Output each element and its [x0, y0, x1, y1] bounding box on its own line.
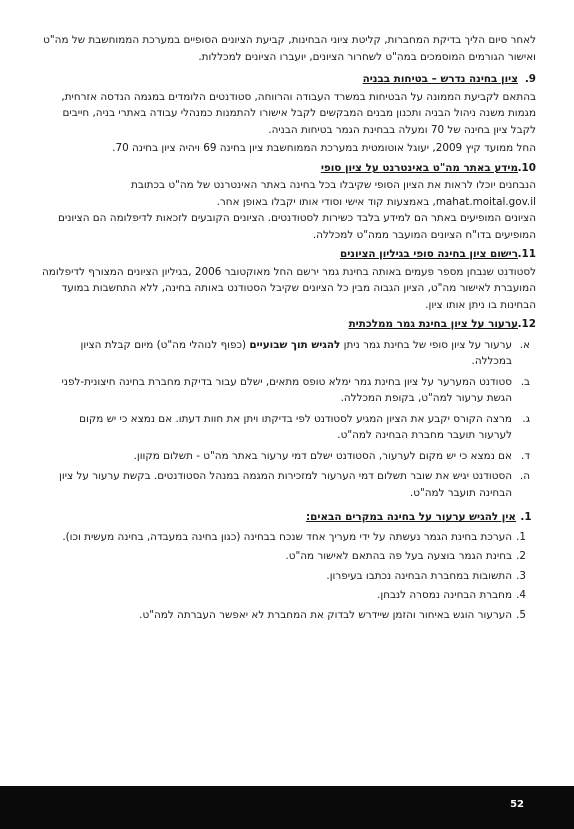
subsection-title: אין להגיש ערעור על בחינה במקרים הבאים:: [306, 511, 516, 523]
list-item: [36, 548, 536, 565]
section-12-heading: [36, 316, 536, 333]
section-title: ציון בחינה נדרש – בטיחות בבניה: [362, 73, 518, 85]
subsection-heading: [36, 509, 536, 526]
list-item: [36, 468, 536, 501]
section-9-paragraph-1: בהתאם לקביעת הממונה על הבטיחות במשרד העבודה והרווחה, סטודנטים הלומדים במגמה הנדסה אזרחית, מגמות משנה ניהול הבניה ותכנון מבנים המבקשים לקבל אישורו להתמנות כמנהלי עבודה באתרי בניה, חייבים לקבל ציון בחינה של 70 ומעלה בבחינת הגמר בטיחות הבניה.: [61, 90, 536, 136]
item-label: 2.: [516, 550, 526, 562]
page-number: 52: [510, 799, 524, 810]
section-12: [36, 316, 536, 623]
section-11-heading: [36, 246, 536, 263]
item-text: [36, 337, 512, 370]
section-number: 12.: [517, 318, 536, 330]
item-label: ג.: [522, 412, 530, 425]
list-item: [36, 529, 536, 546]
item-text: אם נמצא כי יש מקום לערעור, הסטודנט ישלם דמי ערעור באתר מה"ט - תשלום מקוון.: [133, 449, 512, 462]
list-item: [36, 448, 536, 465]
item-label: א.: [519, 338, 530, 351]
section-title: ערעור על ציון בחינת גמר ממלכתית: [348, 318, 518, 330]
section-title: מידע באתר מה"ט באינטרנט על ציון סופי: [320, 161, 518, 174]
item-text: הערכת בחינת הגמר נעשתה על ידי מעריך אחד שנכח בבחינה (כגון בחינה במעבדה, בחינה מעשית וכו).: [62, 530, 512, 543]
item-label: 4.: [516, 589, 526, 601]
section-number: 11.: [517, 248, 536, 260]
section-title: רישום ציון בחינה סופי בגיליון הציונים: [339, 248, 518, 260]
item-label: ד.: [521, 449, 530, 462]
item-text: סטודנט המערער על ציון בחינת גמר ימלא טופס מתאים, ישלם עבור בדיקת מחברת בחינה חיצונית-לפני הגשת ערעור למה"ט, בקופת המכללה.: [61, 375, 512, 404]
document-page: [36, 32, 536, 623]
item-text: התשובות במחברת הבחינה נכתבו בעיפרון.: [326, 569, 512, 582]
subsection-number: 1.: [520, 511, 532, 523]
section-9-heading: [36, 71, 536, 88]
section-10: [36, 160, 536, 244]
item-text: מרצה הקורס יקבע את הציון המגיע לסטודנט לפי בדיקתו ויתן את חוות דעתו. אם נמצא כי יש מקום לערעור תועבר מחברת הבחינה למה"ט.: [79, 412, 512, 441]
item-text-end: (כפוף לנוהלי מה"ט) מיום קבלת הציון במכללה.: [80, 338, 512, 367]
list-item: [36, 587, 536, 604]
item-label: 5.: [516, 608, 526, 621]
list-item: [36, 568, 536, 585]
item-label: 1.: [516, 530, 526, 543]
item-label: 3.: [516, 569, 526, 582]
item-text-start: ערעור על ציון סופי של בחינת גמר ניתן: [340, 338, 512, 351]
section-9: [36, 71, 536, 157]
item-label: ב.: [520, 375, 530, 388]
item-label: ה.: [519, 470, 530, 482]
item-text: מחברת הבחינה נמסרה לנבחן.: [377, 589, 512, 601]
list-item: [36, 337, 536, 370]
section-10-heading: [36, 160, 536, 177]
item-text: בחינת הגמר בוצעה בעל פה בהתאם לאישור מה"ט.: [285, 550, 512, 562]
section-9-paragraph-2: החל ממועד קיץ 2009, יעוגל אוטומטית במערכת הממוחשבת ציון בחינה 69 ויהיה ציון בחינה 70.: [112, 142, 536, 154]
intro-paragraph: לאחר סיום הליך בדיקת המחברות, קליטת ציוני הבחינות, קביעת הציונים הסופיים במערכת הממוחשבת של מה"ט ואישור הגורמים המוסמכים במה"ט לשחרור הציונים, יועברו הציונים למכללות.: [43, 34, 536, 63]
list-item: [36, 411, 536, 444]
list-item: [36, 607, 536, 624]
item-text: הסטודנט יגיש את שובר תשלום דמי הערעור למזכירות המגמה במנהל הסטודנטים. בקשת ערעור על ציון הבחינה תועבר למה"ט.: [59, 470, 512, 499]
section-number: 10.: [517, 161, 536, 174]
list-item: [36, 374, 536, 407]
item-text: הערעור הוגש באיחור והזמן שיידרש לבדוק את המחברת לא יאפשר העברתה למה"ט.: [139, 608, 512, 621]
footer-bar: [0, 786, 574, 829]
item-text-bold: להגיש תוך שבועיים: [249, 338, 341, 351]
section-10-paragraph-1: הנבחנים יוכלו לראות את הציון הסופי שקיבלו בכל בחינה באתר האינטרנט של מה"ט בכתובת mahat.moital.gov.il, באמצעות קוד אישי וסודי אותו יקבלו באופן אחר.: [131, 179, 536, 208]
section-11: [36, 246, 536, 313]
section-number: 9.: [524, 73, 536, 85]
section-10-paragraph-2: הציונים המופיעים באתר הם למידע בלבד כשירות לסטודנטים. הציונים הקובעים לזכאות לדיפלומה הם הציונים המופיעים בדו"ח הציונים המועבר ממה"ט למכללה.: [58, 212, 536, 241]
section-11-paragraph-1: לסטודנט שנבחן מספר פעמים באותה בחינת גמר ירשם החל מאוקטובר 2006 ,בגיליון הציונים המצורף לדיפלומה המועברת לאישור מה"ט, הציון הגבוה מבין כל הציונים שקיבל הסטודנט באותה בחינה, ללא התחשבות במועד הבחינות בו ניתן אותו ציון.: [42, 265, 536, 311]
